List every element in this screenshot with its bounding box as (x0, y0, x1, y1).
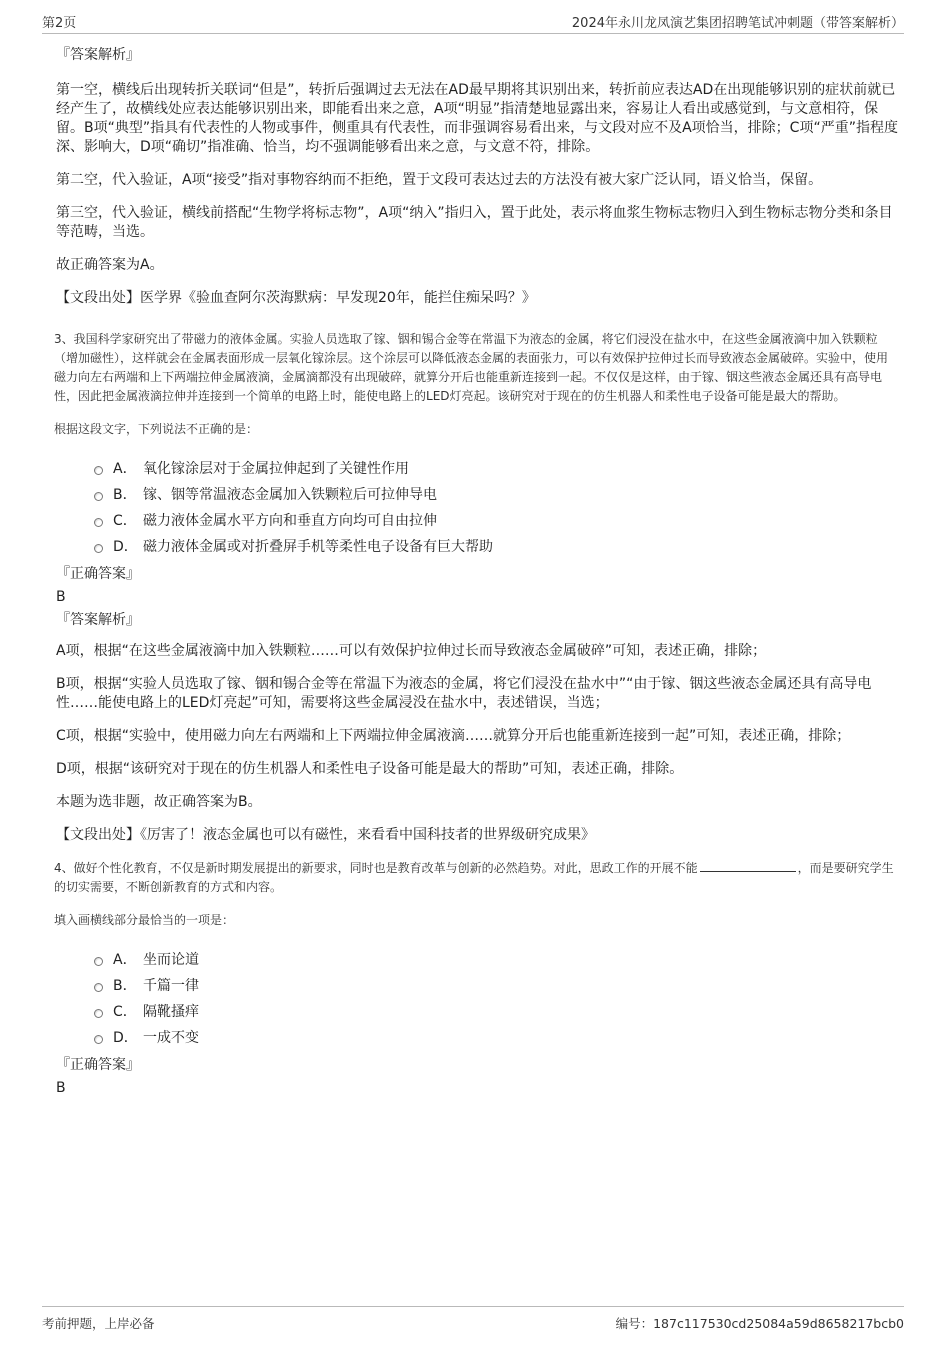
question-3-analysis-paragraph: A项，根据“在这些金属液滴中加入铁颗粒……可以有效保护拉伸过长而导致液态金属破碎”可知，表述正确，排除； (56, 643, 767, 659)
prev-analysis-paragraph: 第二空，代入验证，A项“接受”指对事物容纳而不拒绝，置于文段可表达过去的方法没有被大家广泛认同，语义恰当，保留。 (56, 172, 823, 188)
prev-analysis-paragraph: 故正确答案为A。 (56, 257, 164, 273)
radio-icon[interactable] (94, 983, 103, 992)
radio-icon[interactable] (94, 957, 103, 966)
question-4-text: 4、做好个性化教育，不仅是新时期发展提出的新要求，同时也是教育改革与创新的必然趋势。对此，思政工作的开展不能 ，而是要研究学生的切实需要，不断创新教育的方式和内容。 (54, 861, 894, 894)
fill-in-blank (700, 860, 796, 872)
page-footer (42, 1306, 904, 1332)
question-3-analysis-paragraph: D项，根据“该研究对于现在的仿生机器人和柔性电子设备可能是最大的帮助”可知，表述正确，排除。 (56, 761, 684, 777)
radio-icon[interactable] (94, 1009, 103, 1018)
question-3-answer: B (56, 589, 66, 605)
question-4-prompt: 填入画横线部分最恰当的一项是： (54, 913, 235, 927)
question-3-option-a[interactable]: A． 氧化镓涂层对于金属拉伸起到了关键性作用 (94, 455, 898, 481)
radio-icon[interactable] (94, 518, 103, 527)
question-4-answer: B (56, 1080, 66, 1096)
question-3-analysis-title: 『答案解析』 (56, 612, 140, 628)
radio-icon[interactable] (94, 466, 103, 475)
page-header (42, 12, 904, 34)
footer-slogan: 考前押题，上岸必备 (42, 1316, 155, 1331)
document-id: 编号：187c117530cd25084a59d8658217bcb0 (615, 1316, 904, 1331)
document-title: 2024年永川龙凤演艺集团招聘笔试冲刺题（带答案解析） (571, 16, 904, 31)
prev-analysis-paragraph: 第一空，横线后出现转折关联词“但是”，转折后强调过去无法在AD最早期将其识别出来，转折前应表达AD在出现能够识别的症状前就已经产生了，故横线处应表达能够识别出来，即能看出来之意，A项“明显”指清楚地显露出来，容易让人看出或感觉到，与文意相符，保留。B项“典型”指具有代表性的人物或事件，侧重具有代表性，而非强调容易看出来，与文段对应不及A项恰当，排除；C项“严重”指程度深、影响大，D项“确切”指准确、恰当，均不强调能够看出来之意，与文意不符，排除。 (56, 82, 898, 155)
prev-analysis-title: 『答案解析』 (56, 47, 140, 63)
page-content (56, 46, 898, 1102)
question-4-option-c[interactable]: C． 隔靴搔痒 (94, 998, 898, 1024)
prev-source: 【文段出处】医学界《验血查阿尔茨海默病：早发现20年，能拦住痴呆吗？》 (56, 290, 536, 306)
question-4-answer-title: 『正确答案』 (56, 1057, 140, 1073)
question-3-prompt: 根据这段文字，下列说法不正确的是： (54, 422, 259, 436)
question-4-option-a[interactable]: A． 坐而论道 (94, 946, 898, 972)
radio-icon[interactable] (94, 492, 103, 501)
question-3-text: 3、我国科学家研究出了带磁力的液体金属。实验人员选取了镓、铟和锡合金等在常温下为液态的金属，将它们浸没在盐水中，在这些金属液滴中加入铁颗粒（增加磁性），这样就会在金属表面形成一层氧化镓涂层。这个涂层可以降低液态金属的表面张力，可以有效保护拉伸过长而导致液态金属破碎。实验中，使用磁力向左右两端和上下两端拉伸金属液滴，金属滴都没有出现破碎，就算分开后也能重新连接到一起。不仅仅是这样，由于镓、铟这些液态金属还具有高导电性，因此把金属液滴拉伸并连接到一个简单的电路上时，能使电路上的LED灯亮起。该研究对于现在的仿生机器人和柔性电子设备可能是最大的帮助。 (54, 332, 889, 403)
question-3-options (94, 455, 898, 559)
question-3-analysis-paragraph: 本题为选非题，故正确答案为B。 (56, 794, 262, 810)
question-4-options (94, 946, 898, 1050)
question-3-option-b[interactable]: B． 镓、铟等常温液态金属加入铁颗粒后可拉伸导电 (94, 481, 898, 507)
radio-icon[interactable] (94, 544, 103, 553)
prev-analysis-paragraph: 第三空，代入验证，横线前搭配“生物学将标志物”，A项“纳入”指归入，置于此处，表示将血浆生物标志物归入到生物标志物分类和条目等范畴，当选。 (56, 205, 893, 240)
question-3-answer-title: 『正确答案』 (56, 566, 140, 582)
question-3-source: 【文段出处】《厉害了！液态金属也可以有磁性，来看看中国科技者的世界级研究成果》 (56, 827, 595, 843)
question-3-analysis-paragraph: B项，根据“实验人员选取了镓、铟和锡合金等在常温下为液态的金属，将它们浸没在盐水中”“由于镓、铟这些液态金属还具有高导电性……能使电路上的LED灯亮起”可知，需要将这些金属浸没在盐水中，表述错误，当选； (56, 676, 872, 711)
radio-icon[interactable] (94, 1035, 103, 1044)
page-number: 第2页 (42, 16, 77, 31)
question-3-option-d[interactable]: D． 磁力液体金属或对折叠屏手机等柔性电子设备有巨大帮助 (94, 533, 898, 559)
question-4-option-d[interactable]: D． 一成不变 (94, 1024, 898, 1050)
question-3-option-c[interactable]: C． 磁力液体金属水平方向和垂直方向均可自由拉伸 (94, 507, 898, 533)
question-4-option-b[interactable]: B． 千篇一律 (94, 972, 898, 998)
question-3-analysis-paragraph: C项，根据“实验中，使用磁力向左右两端和上下两端拉伸金属液滴……就算分开后也能重新连接到一起”可知，表述正确，排除； (56, 728, 851, 744)
